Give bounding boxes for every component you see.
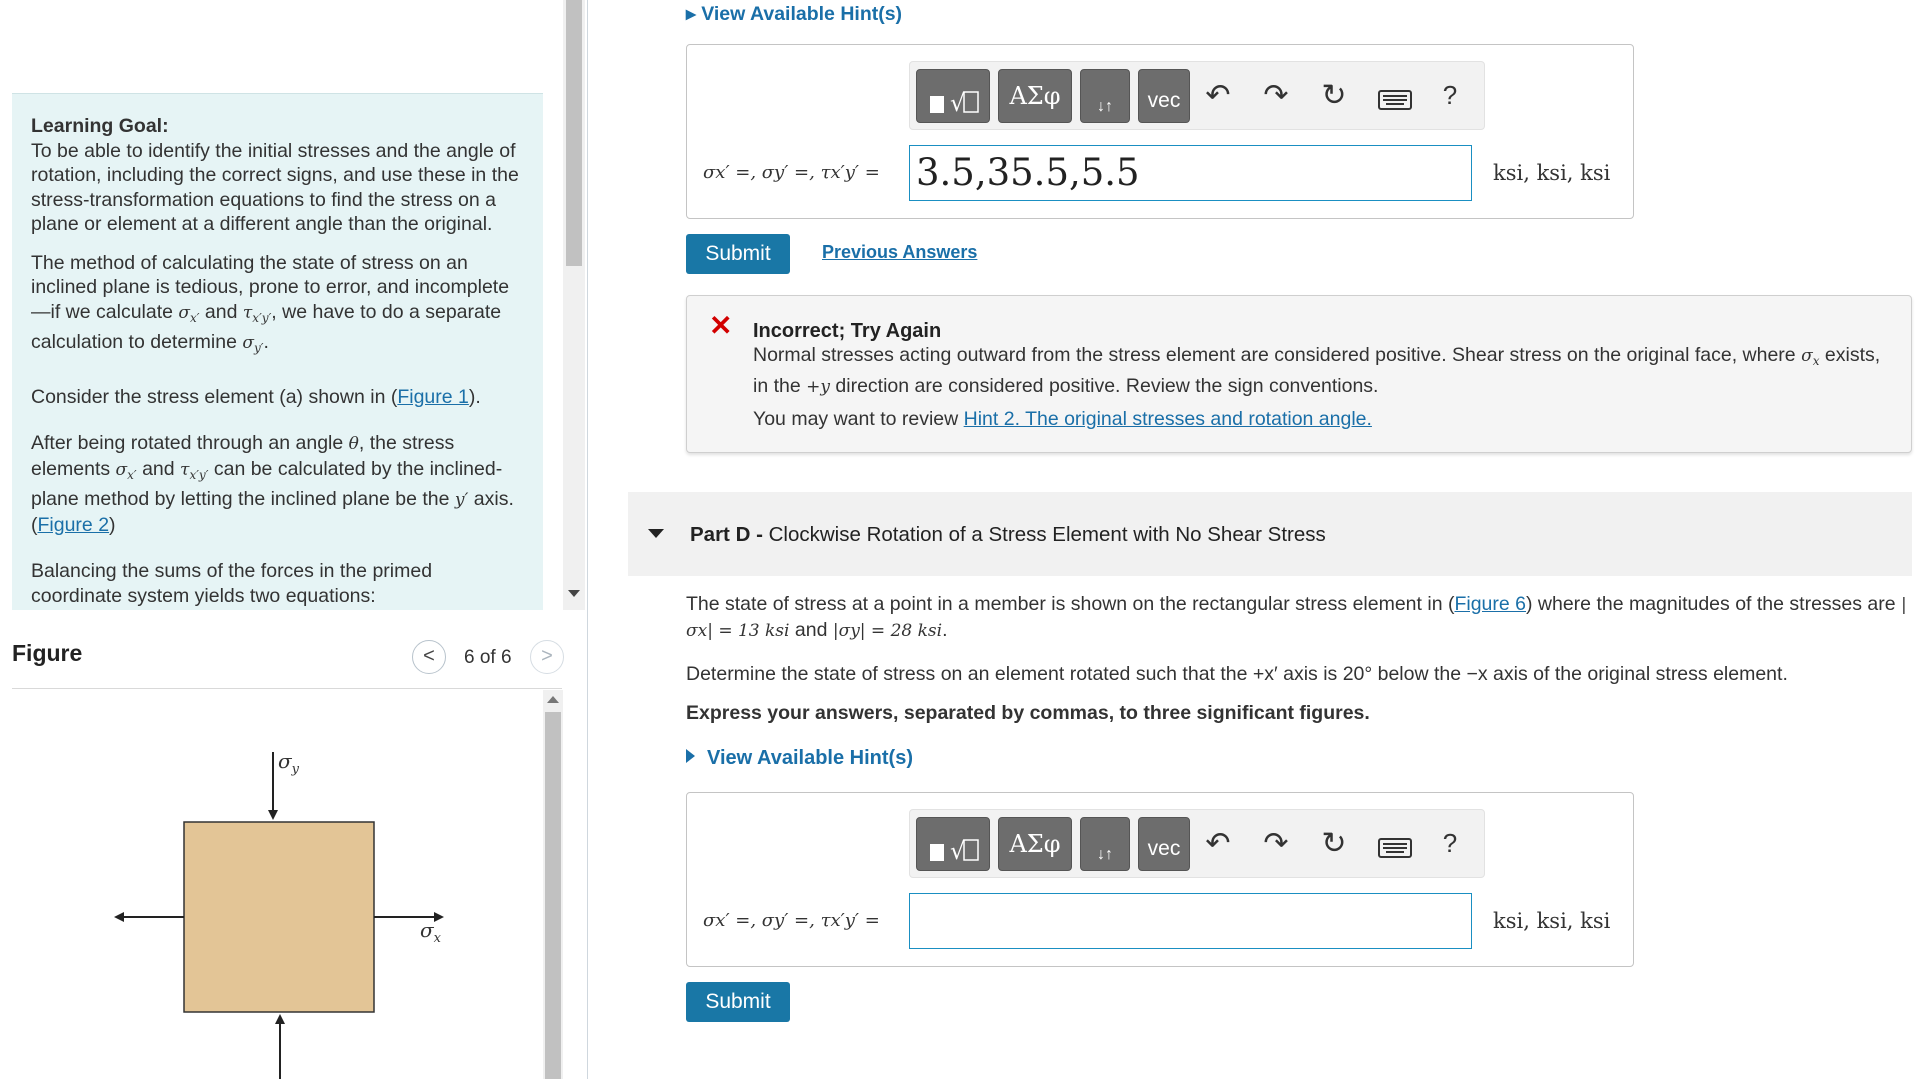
part-c-equation-label: σx′ =, σy′ =, τx′y′ = — [703, 162, 880, 183]
part-d-state-text: The state of stress at a point in a member is shown on the rectangular stress element in (Figure 6) where the magnitudes of the stresses are |σx| = 13 ksi and |σy| = 28 ksi. — [686, 593, 1907, 641]
feedback-review: You may want to review Hint 2. The original stresses and rotation angle. — [753, 408, 1372, 430]
sigma-x-prime-symbol: $\sigma_{x'}$ — [178, 302, 200, 325]
theta-symbol: θ — [348, 434, 359, 454]
help-icon[interactable]: ? — [1442, 80, 1458, 110]
part-c-answer-input[interactable]: 3.5,35.5,5.5 — [909, 145, 1472, 201]
reset-icon[interactable]: ↻ — [1321, 79, 1347, 112]
tau-xy-prime-symbol: $\tau_{x'y'}$ — [242, 302, 272, 325]
scroll-up-arrow-icon[interactable] — [547, 696, 559, 703]
part-c-answer-box — [686, 44, 1634, 219]
part-d-title: Part D - Clockwise Rotation of a Stress Element with No Shear Stress — [690, 523, 1326, 546]
keyboard-icon[interactable] — [1372, 832, 1418, 866]
figure-2-link[interactable]: Figure 2 — [37, 513, 110, 536]
redo-icon[interactable]: ↷ — [1263, 79, 1289, 112]
incorrect-icon: ✕ — [709, 310, 733, 341]
learning-goal-panel — [12, 93, 543, 610]
figure-next-button[interactable]: > — [530, 640, 564, 674]
figure-title: Figure — [12, 640, 83, 666]
feedback-box — [686, 295, 1912, 453]
feedback-text: Normal stresses acting outward from the stress element are considered positive. Shear stress on the original face, where $\sigma_x$ exists, in the +y direction are considered positive. Review the sign conventions. — [753, 344, 1881, 397]
learning-goal-heading: Learning Goal: — [31, 115, 169, 137]
sigma-x-prime-symbol: $\sigma_{x'}$ — [115, 459, 137, 482]
math-toolbar — [909, 809, 1485, 878]
figure-counter: 6 of 6 — [464, 647, 512, 668]
y-prime-symbol: y′ — [454, 490, 469, 510]
sigma-y-prime-symbol: $\sigma_{y'}$ — [242, 333, 264, 355]
templates-icon — [917, 70, 991, 124]
figure-6-link[interactable]: Figure 6 — [1454, 593, 1526, 615]
stress-element-figure — [12, 692, 542, 1079]
view-hints-link[interactable]: View Available Hint(s) — [686, 747, 913, 770]
sigma-x-label: $\sigma_x$ — [420, 918, 441, 946]
figure-scrollbar[interactable] — [543, 690, 563, 1079]
left-pane — [0, 0, 590, 1079]
learning-goal-text: To be able to identify the initial stresses and the angle of rotation, including the correct signs, and use these in the stress-transformation equations to find the stress on a plane or element at a different angle than the original. — [31, 139, 519, 235]
figure-scroll-thumb[interactable] — [545, 712, 561, 1079]
left-scrollbar[interactable] — [563, 0, 585, 610]
method-paragraph: The method of calculating the state of stress on an inclined plane is tedious, prone to error, and incomplete —if we calculate $\sigma_{x'}$ and $\tau_{x'y'}$, we have to do a separate calculation to determine $\sigma_{y'}$. — [31, 251, 510, 355]
vector-button[interactable]: vec — [1138, 817, 1190, 871]
after-rotation-paragraph: After being rotated through an angle θ, the stress elements $\sigma_{x'}$ and $\tau_{x'y'}$ can be calculated by the inclined-plane method by letting the inclined plane be the y′ axis. (Figure 2) — [31, 432, 514, 536]
math-toolbar — [909, 61, 1485, 130]
svg-text:√: √ — [950, 837, 966, 865]
keyboard-icon[interactable] — [1372, 84, 1418, 118]
method-text-1: The method of calculating the state of stress on an inclined plane is tedious, prone to error, and incomplete —if we calculate — [31, 251, 510, 323]
greek-symbols-button[interactable]: ΑΣφ — [998, 817, 1072, 871]
feedback-title: Incorrect; Try Again — [753, 320, 942, 342]
method-text-and: and — [199, 300, 243, 323]
learning-goal — [31, 114, 525, 237]
part-d-answer-input[interactable] — [909, 893, 1472, 949]
sigma-y-label: $\sigma_y$ — [278, 749, 300, 777]
part-d-answer-box — [686, 792, 1634, 967]
redo-icon[interactable]: ↷ — [1263, 827, 1289, 860]
balancing-paragraph: Balancing the sums of the forces in the primed coordinate system yields two equations: — [31, 560, 433, 607]
left-scroll-thumb[interactable] — [566, 0, 582, 266]
undo-icon[interactable]: ↶ — [1205, 827, 1231, 860]
svg-text:√: √ — [950, 89, 966, 117]
sigma-x-magnitude: |σx| = 13 ksi — [686, 595, 1907, 641]
templates-button[interactable] — [916, 69, 990, 123]
expand-triangle-icon — [686, 749, 695, 763]
subscript-superscript-button[interactable]: ↓↑ — [1080, 817, 1130, 871]
greek-symbols-button[interactable]: ΑΣφ — [998, 69, 1072, 123]
part-c-submit-button[interactable]: Submit — [686, 234, 790, 274]
consider-paragraph: Consider the stress element (a) shown in (Figure 1). — [31, 385, 481, 408]
figure-1-link[interactable]: Figure 1 — [397, 385, 469, 408]
part-d-determine-text: Determine the state of stress on an element rotated such that the +x′ axis is 20° below the −x axis of the original stress element. — [686, 663, 1788, 685]
part-d-header[interactable] — [628, 492, 1912, 576]
scroll-down-arrow-icon[interactable] — [568, 590, 580, 597]
templates-icon — [917, 818, 991, 872]
hint-2-link[interactable]: Hint 2. The original stresses and rotation angle. — [963, 408, 1372, 430]
undo-icon[interactable]: ↶ — [1205, 79, 1231, 112]
pane-divider — [587, 0, 588, 1079]
part-d-units: ksi, ksi, ksi — [1493, 909, 1611, 933]
subscript-superscript-button[interactable]: ↓↑ — [1080, 69, 1130, 123]
figure-prev-button[interactable]: < — [412, 640, 446, 674]
sigma-y-magnitude: |σy| = 28 ksi — [832, 620, 943, 641]
part-c-units: ksi, ksi, ksi — [1493, 161, 1611, 185]
method-text-2: , we have to do a separate calculation to determine — [31, 300, 502, 353]
part-d-equation-label: σx′ =, σy′ =, τx′y′ = — [703, 910, 880, 931]
reset-icon[interactable]: ↻ — [1321, 827, 1347, 860]
part-d-instruction: Express your answers, separated by commas, to three significant figures. — [686, 702, 1370, 724]
help-icon[interactable]: ? — [1442, 828, 1458, 858]
figure-divider — [12, 688, 562, 689]
vector-button[interactable]: vec — [1138, 69, 1190, 123]
view-hints-link-top[interactable]: ▸ View Available Hint(s) — [686, 3, 903, 25]
previous-answers-link[interactable]: Previous Answers — [822, 242, 978, 262]
tau-xy-prime-symbol: $\tau_{x'y'}$ — [180, 459, 209, 482]
stress-element-square — [184, 822, 374, 1012]
templates-button[interactable] — [916, 817, 990, 871]
collapse-caret-icon[interactable] — [648, 529, 664, 538]
part-d-submit-button[interactable]: Submit — [686, 982, 790, 1022]
